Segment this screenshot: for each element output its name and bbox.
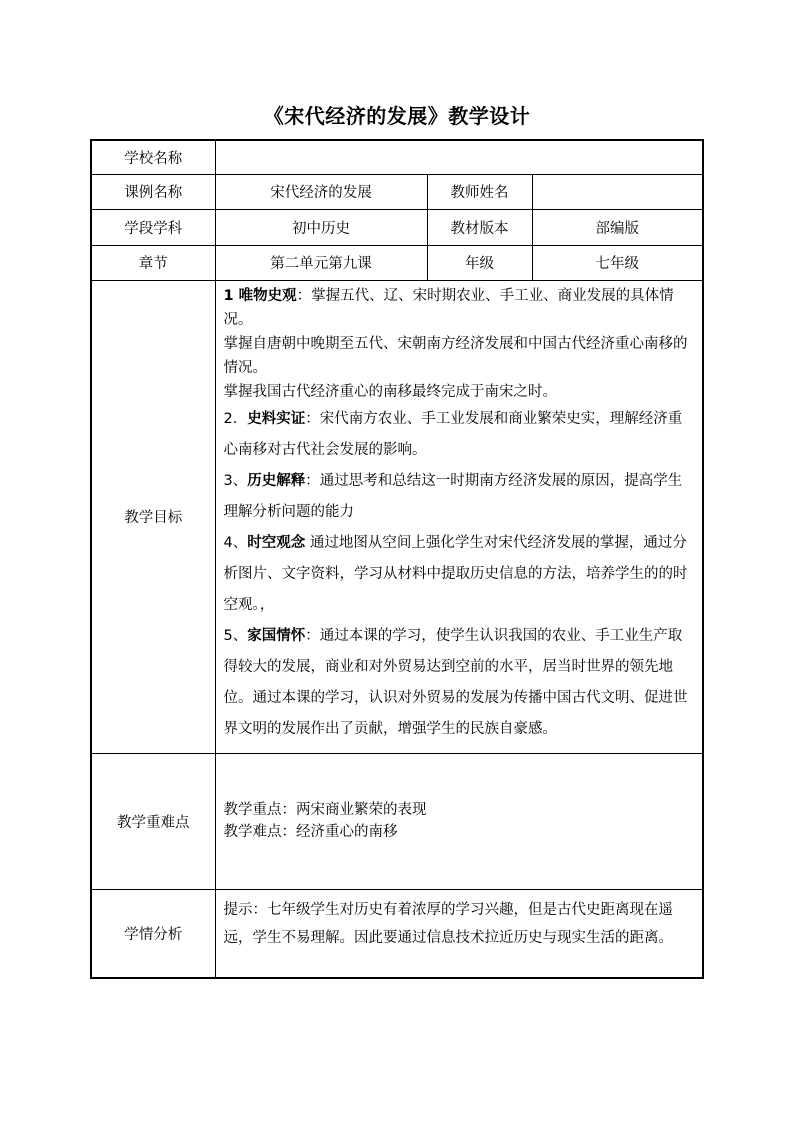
teacher-value xyxy=(532,174,703,209)
analysis-text: 提示：七年级学生对历史有着浓厚的学习兴趣，但是古代史距离现在遥远，学生不易理解。因此要通过信息技术拉近历史与现实生活的距离。 xyxy=(215,889,703,978)
objective-3-number: 3、 xyxy=(223,472,248,489)
school-label: 学校名称 xyxy=(91,140,215,174)
objective-3 xyxy=(224,466,696,528)
row-school xyxy=(91,140,703,174)
row-subject xyxy=(91,209,703,245)
objective-5-heading: 家国情怀 xyxy=(247,627,306,644)
objective-3-heading: 历史解释 xyxy=(247,472,306,489)
course-label: 课例名称 xyxy=(91,174,215,209)
subject-value: 初中历史 xyxy=(215,209,427,245)
chapter-value: 第二单元第九课 xyxy=(215,245,427,280)
objective-5 xyxy=(224,621,696,745)
objective-2-text: ：宋代南方农业、手工业发展和商业繁荣史实，理解经济重心南移对古代社会发展的影响。 xyxy=(223,410,683,458)
grade-value: 七年级 xyxy=(532,245,703,280)
keypoints-content xyxy=(215,753,703,889)
key-point: 教学重点：两宋商业繁荣的表现 xyxy=(223,802,427,818)
keypoints-label: 教学重难点 xyxy=(91,753,215,889)
objective-2-heading: 史料实证 xyxy=(247,410,306,427)
objective-4-text: 通过地图从空间上强化学生对宋代经济发展的掌握，通过分析图片、文字资料，学习从材料中提取历史信息的方法，培养学生的的时空观。， xyxy=(223,534,688,613)
objective-3-text: ：通过思考和总结这一时期南方经济发展的原因，提高学生理解分析问题的能力 xyxy=(223,472,683,520)
row-analysis xyxy=(91,889,703,978)
analysis-label: 学情分析 xyxy=(91,889,215,978)
row-objectives xyxy=(91,280,703,753)
objective-1-line-2: 掌握自唐朝中晚期至五代、宋朝南方经济发展和中国古代经济重心南移的情况。 xyxy=(223,335,688,376)
row-chapter xyxy=(91,245,703,280)
subject-label: 学段学科 xyxy=(91,209,215,245)
chapter-label: 章节 xyxy=(91,245,215,280)
objective-4 xyxy=(224,528,696,621)
teacher-label: 教师姓名 xyxy=(427,174,532,209)
objective-5-text: ：通过本课的学习，使学生认识我国的农业、手工业生产取得较大的发展，商业和对外贸易达到空前的水平，居当时世界的领先地位。通过本课的学习，认识对外贸易的发展为传播中国古代文明、促进世界文明的发展作出了贡献，增强学生的民族自豪感。 xyxy=(223,627,688,737)
objective-2 xyxy=(224,404,696,466)
objective-1 xyxy=(224,284,696,332)
row-keypoints xyxy=(91,753,703,889)
objective-4-number: 4、 xyxy=(223,534,248,551)
row-course xyxy=(91,174,703,209)
objective-1-heading: 1 唯物史观 xyxy=(223,287,297,304)
difficult-point: 教学难点：经济重心的南移 xyxy=(223,824,398,840)
objective-5-number: 5、 xyxy=(223,627,248,644)
objective-1-text: ：掌握五代、辽、宋时期农业、手工业、商业发展的具体情况。 xyxy=(223,287,674,328)
edition-label: 教材版本 xyxy=(427,209,532,245)
document-title: 《宋代经济的发展》教学设计 xyxy=(263,104,531,128)
grade-label: 年级 xyxy=(427,245,532,280)
edition-value: 部编版 xyxy=(532,209,703,245)
objective-2-number: 2． xyxy=(223,410,248,427)
school-value xyxy=(215,140,703,174)
objectives-label: 教学目标 xyxy=(91,280,215,753)
objective-4-heading: 时空观念 xyxy=(247,534,306,551)
objective-1-line-3: 掌握我国古代经济重心的南移最终完成于南宋之时。 xyxy=(223,383,557,400)
course-value: 宋代经济的发展 xyxy=(215,174,427,209)
lesson-plan-table xyxy=(90,139,704,979)
objectives-content xyxy=(215,280,703,753)
